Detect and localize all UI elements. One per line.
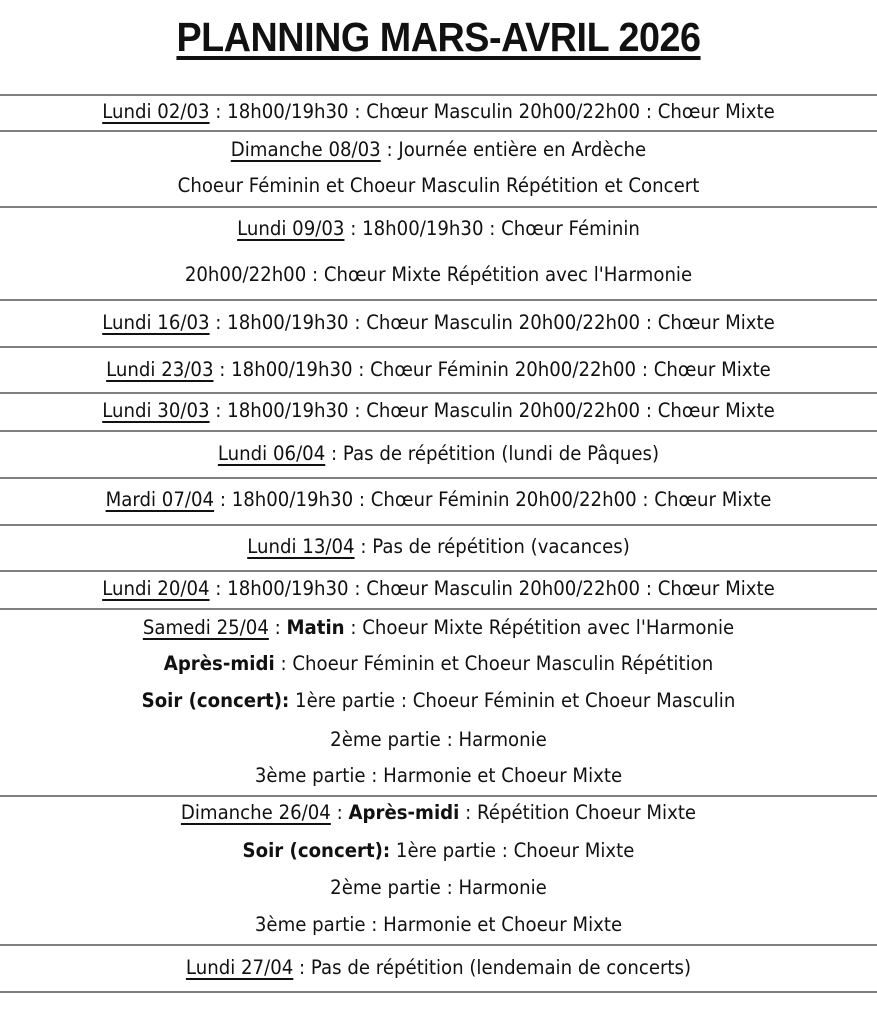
schedule-entry-line — [31, 652, 847, 676]
separator — [0, 944, 877, 946]
entry-date: Samedi 25/04 — [142, 616, 269, 639]
schedule-entry-samedi-25-04 — [31, 616, 847, 640]
entry-text: : 18h00/19h30 : Chœur Masculin 20h00/22h00 : Chœur Mixte — [209, 399, 775, 422]
entry-text: 20h00/22h00 : Chœur Mixte Répétition avec l'Harmonie — [184, 263, 693, 286]
separator — [0, 991, 877, 993]
entry-text: 2ème partie : Harmonie — [330, 876, 547, 899]
schedule-entry-line — [31, 728, 847, 752]
entry-date: Mardi 07/04 — [105, 488, 215, 511]
entry-text: : Pas de répétition (vacances) — [354, 535, 630, 558]
page-title-text: PLANNING MARS-AVRIL 2026 — [176, 14, 701, 60]
entry-text: 1ère partie : Choeur Féminin et Choeur Masculin — [289, 689, 736, 712]
separator — [0, 392, 877, 394]
page-title — [35, 14, 842, 61]
entry-date: Lundi 06/04 — [217, 442, 326, 465]
separator — [0, 608, 877, 610]
schedule-entry-lundi-20-04 — [31, 577, 847, 601]
entry-text: : Journée entière en Ardèche — [380, 138, 647, 161]
schedule-entry-lundi-16-03 — [31, 311, 847, 335]
entry-text: 3ème partie : Harmonie et Choeur Mixte — [254, 764, 623, 787]
schedule-entry-lundi-06-04 — [31, 442, 847, 466]
entry-text: 3ème partie : Harmonie et Choeur Mixte — [254, 913, 623, 936]
schedule-entry-line — [31, 913, 847, 937]
separator — [0, 795, 877, 797]
entry-bold-label: Après-midi — [348, 801, 460, 824]
schedule-entry-line — [31, 839, 847, 863]
entry-text: : 18h00/19h30 : Chœur Féminin 20h00/22h00 : Chœur Mixte — [213, 358, 771, 381]
schedule-entry-dimanche-26-04 — [31, 801, 847, 825]
entry-text: : Pas de répétition (lundi de Pâques) — [325, 442, 660, 465]
schedule-entry-lundi-09-03 — [31, 217, 847, 241]
entry-date: Dimanche 26/04 — [180, 801, 331, 824]
entry-date: Dimanche 08/03 — [230, 138, 381, 161]
entry-text: : Choeur Féminin et Choeur Masculin Répétition — [274, 652, 714, 675]
schedule-entry-line — [31, 876, 847, 900]
entry-date: Lundi 27/04 — [185, 956, 294, 979]
entry-date: Lundi 16/03 — [102, 311, 210, 334]
entry-bold-label: Après-midi — [163, 652, 275, 675]
entry-bold-label: Soir (concert): — [242, 839, 391, 862]
entry-text: 2ème partie : Harmonie — [330, 728, 547, 751]
entry-text: : Choeur Mixte Répétition avec l'Harmonie — [344, 616, 735, 639]
entry-text: : Pas de répétition (lendemain de concerts) — [293, 956, 692, 979]
schedule-entry-lundi-02-03 — [31, 100, 847, 124]
entry-date: Lundi 20/04 — [102, 577, 210, 600]
schedule-entry-mardi-07-04 — [31, 488, 847, 512]
entry-date: Lundi 09/03 — [237, 217, 345, 240]
entry-text: : 18h00/19h30 : Chœur Masculin 20h00/22h00 : Chœur Mixte — [209, 100, 775, 123]
separator — [0, 570, 877, 572]
entry-text: Choeur Féminin et Choeur Masculin Répétition et Concert — [177, 174, 700, 197]
entry-date: Lundi 02/03 — [102, 100, 210, 123]
schedule-entry-lundi-13-04 — [31, 535, 847, 559]
schedule-entry-line — [31, 689, 847, 713]
separator — [0, 346, 877, 348]
schedule-entry-dimanche-08-03 — [31, 138, 847, 162]
entry-text: 1ère partie : Choeur Mixte — [390, 839, 635, 862]
entry-date: Lundi 30/03 — [102, 399, 210, 422]
entry-bold-label: Matin — [286, 616, 345, 639]
entry-text: : 18h00/19h30 : Chœur Féminin 20h00/22h00 : Chœur Mixte — [214, 488, 772, 511]
schedule-entry-lundi-27-04 — [31, 956, 847, 980]
schedule-entry-line — [31, 263, 847, 287]
entry-date: Lundi 13/04 — [247, 535, 355, 558]
schedule-entry-lundi-23-03 — [31, 358, 847, 382]
entry-text: : Répétition Choeur Mixte — [459, 801, 697, 824]
entry-text: : 18h00/19h30 : Chœur Féminin — [344, 217, 640, 240]
schedule-entry-line — [31, 764, 847, 788]
entry-date: Lundi 23/03 — [106, 358, 214, 381]
schedule-entry-line — [31, 174, 847, 198]
separator — [0, 524, 877, 526]
separator — [0, 299, 877, 301]
entry-prefix: : — [268, 616, 287, 639]
separator — [0, 430, 877, 432]
separator — [0, 94, 877, 96]
separator — [0, 477, 877, 479]
entry-text: : 18h00/19h30 : Chœur Masculin 20h00/22h00 : Chœur Mixte — [209, 311, 775, 334]
entry-text: : 18h00/19h30 : Chœur Masculin 20h00/22h00 : Chœur Mixte — [209, 577, 775, 600]
separator — [0, 206, 877, 208]
schedule-entry-lundi-30-03 — [31, 399, 847, 423]
entry-bold-label: Soir (concert): — [141, 689, 290, 712]
entry-prefix: : — [330, 801, 349, 824]
separator — [0, 130, 877, 132]
